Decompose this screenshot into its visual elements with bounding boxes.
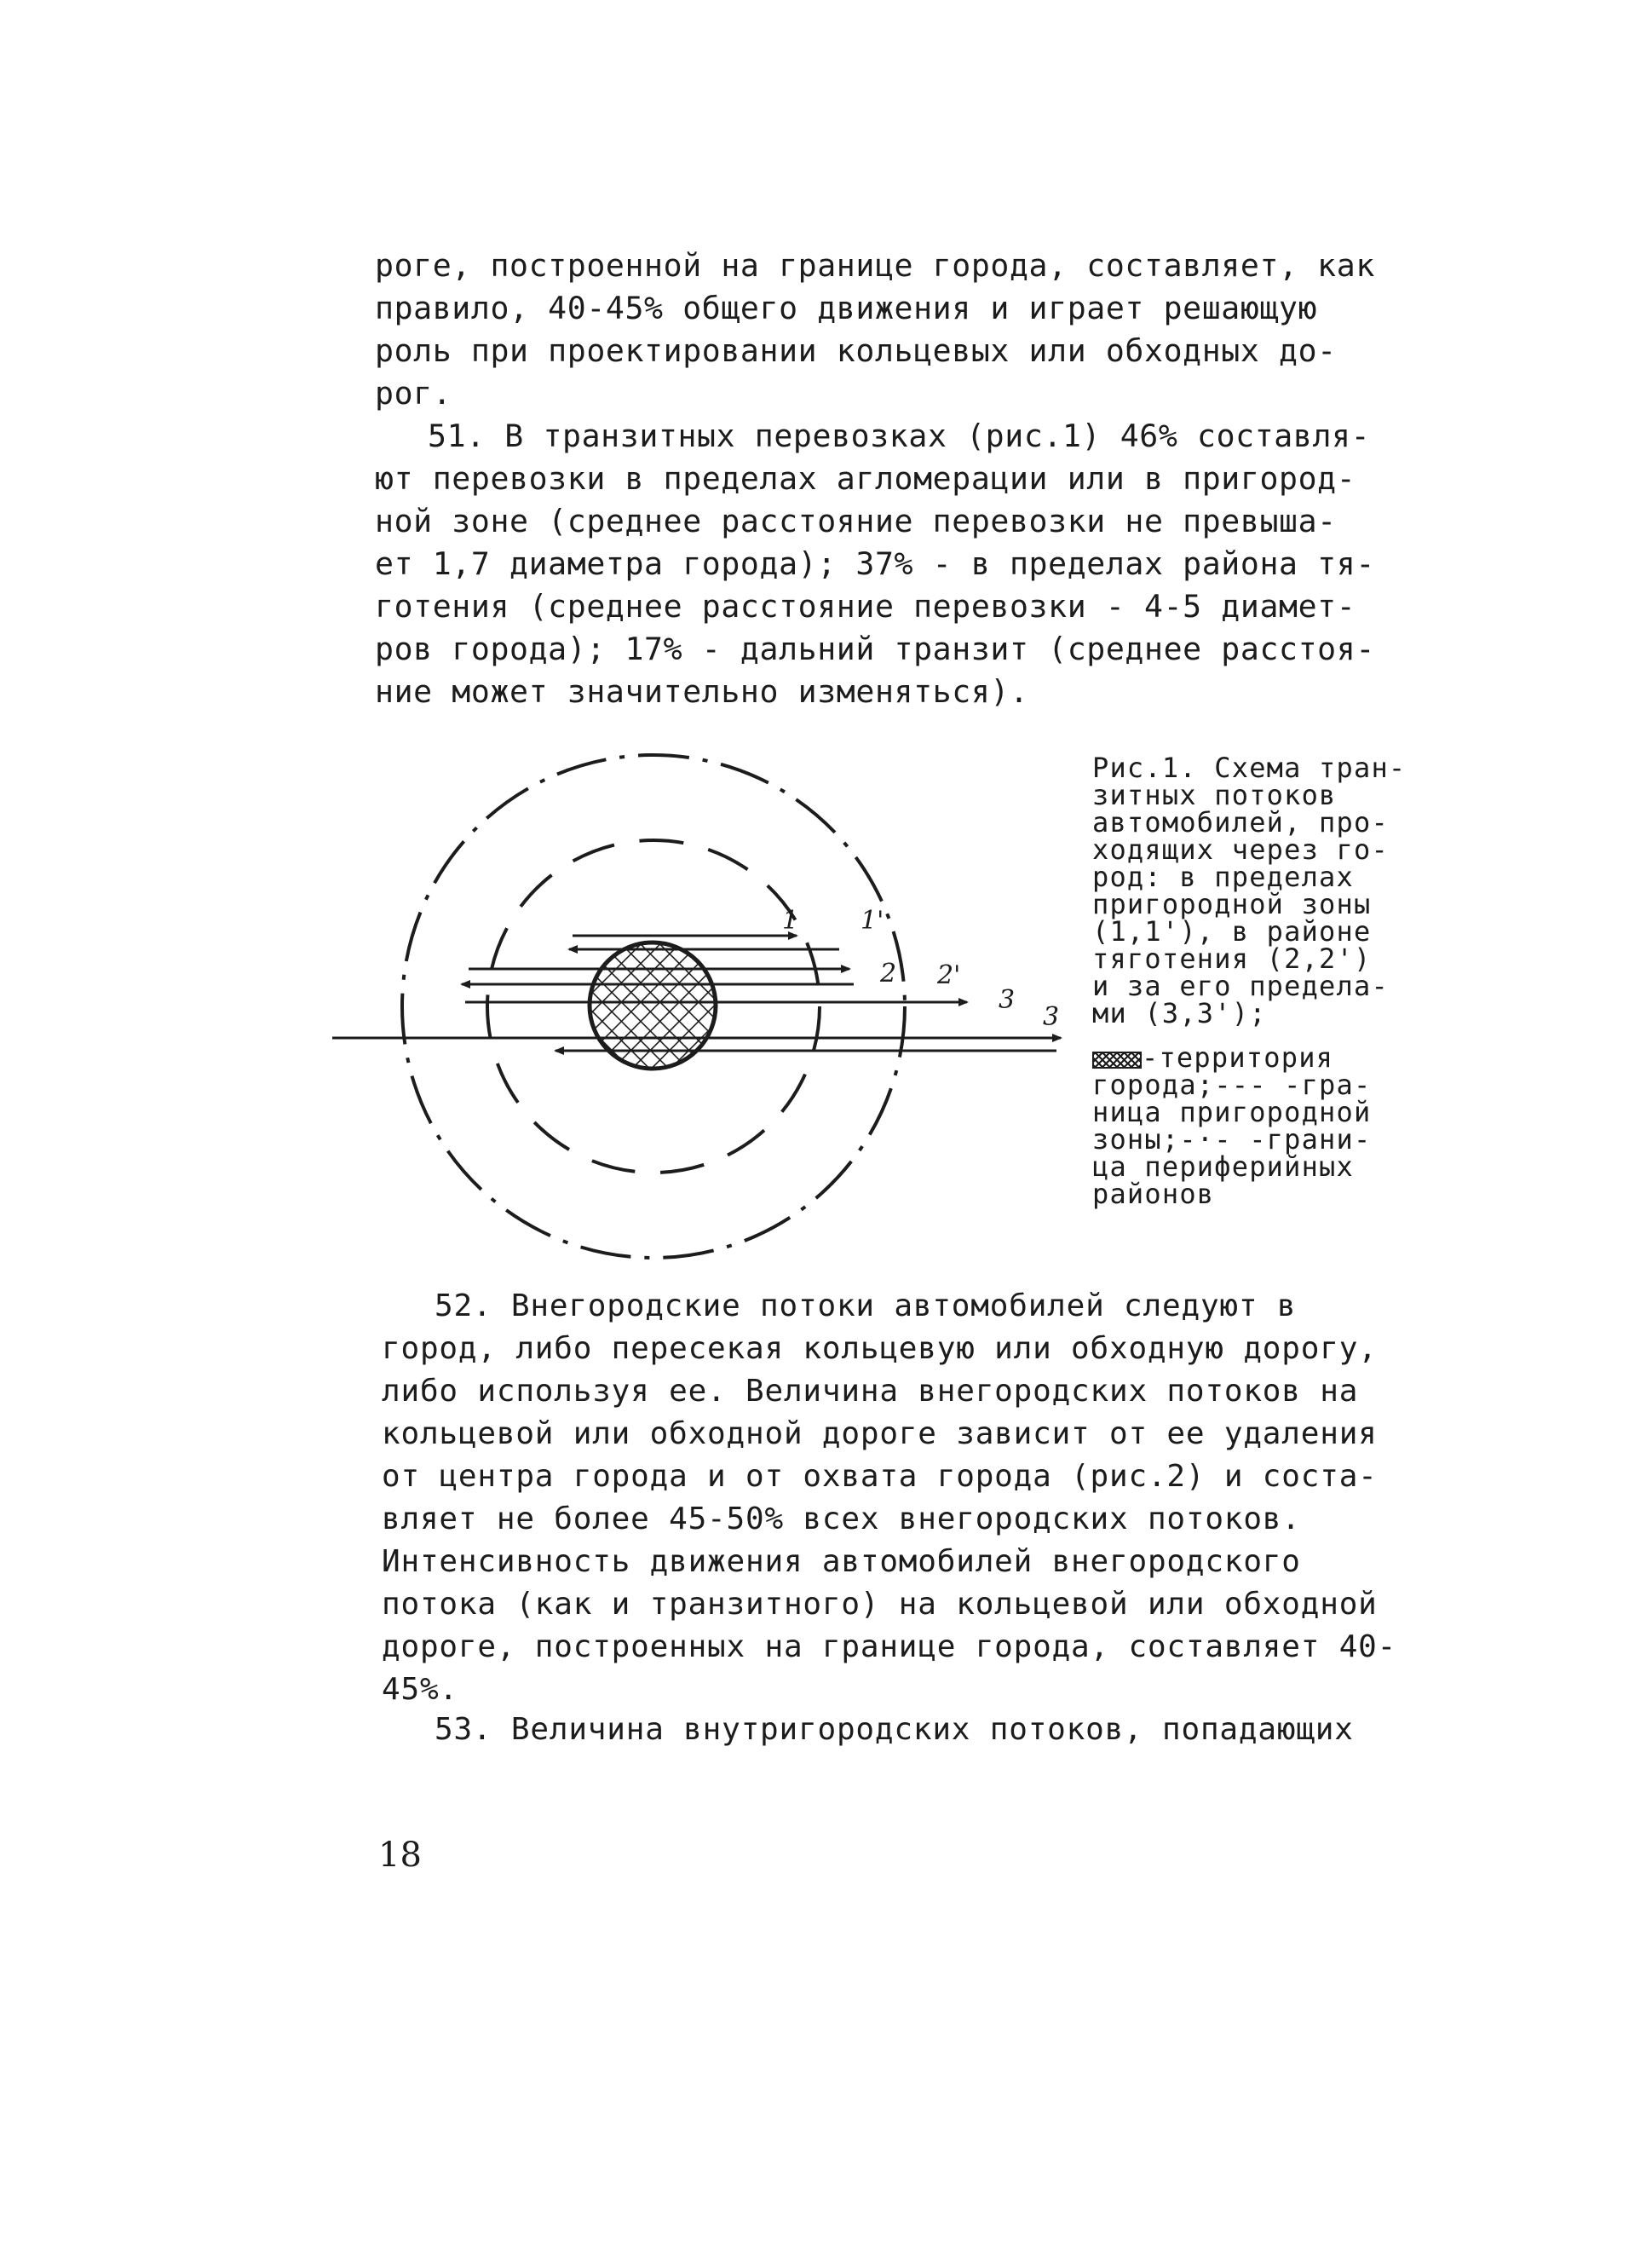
text-line: 53. Величина внутригородских потоков, попадающих: [435, 1712, 1354, 1747]
caption-line: автомобилей, про-: [1092, 806, 1389, 839]
paragraph-52: [382, 1285, 1396, 1711]
paragraph-continuation: [375, 245, 1375, 415]
text-line: ров города); 17% - дальний транзит (среднее расстоя-: [375, 631, 1375, 667]
text-line: город, либо пересекая кольцевую или обходную дорогу,: [382, 1331, 1378, 1366]
text-line: потока (как и транзитного) на кольцевой или обходной: [382, 1587, 1378, 1622]
label-flow-3: 3: [999, 985, 1016, 1015]
legend-text: -территория: [1142, 1041, 1334, 1074]
text-line: ют перевозки в пределах агломерации или в пригород-: [375, 460, 1356, 497]
caption-line: тяготения (2,2'): [1092, 942, 1372, 975]
paragraph-53: [382, 1709, 1354, 1751]
legend-line-territory: [1092, 1041, 1406, 1074]
paragraph-51: [375, 415, 1375, 713]
caption-line: зитных потоков: [1092, 779, 1337, 811]
text-line: ет 1,7 диаметра города); 37% - в пределах района тя-: [375, 545, 1375, 582]
caption-line: и за его предела-: [1092, 970, 1389, 1002]
caption-line: пригородной зоны: [1092, 888, 1372, 920]
text-line: 51. В транзитных перевозках (рис.1) 46% составля-: [428, 418, 1371, 454]
text-line: кольцевой или обходной дороге зависит от ее удаления: [382, 1416, 1378, 1451]
hatch-swatch-icon: [1092, 1052, 1142, 1069]
text-line: роге, построенной на границе города, составляет, как: [375, 247, 1375, 284]
text-line: рог.: [375, 375, 452, 412]
legend-line: города;--- -гра-: [1092, 1069, 1372, 1101]
legend-line: ница пригородной: [1092, 1096, 1372, 1128]
text-line: дороге, построенных на границе города, составляет 40-: [382, 1629, 1397, 1664]
text-line: от центра города и от охвата города (рис.2) и соста-: [382, 1459, 1378, 1494]
figure-caption: [1092, 754, 1406, 1208]
transit-flow-diagram: [332, 731, 1082, 1277]
text-line: либо используя ее. Величина внегородских потоков на: [382, 1374, 1359, 1409]
page-number: 18: [378, 1836, 422, 1875]
label-flow-2-prime: 2': [937, 960, 961, 990]
text-line: Интенсивность движения автомобилей внегородского: [382, 1544, 1301, 1579]
legend-line: районов: [1092, 1178, 1215, 1210]
caption-line: Рис.1. Схема тран-: [1092, 752, 1407, 784]
label-flow-3-prime: 3: [1043, 1002, 1060, 1032]
text-line: правило, 40-45% общего движения и играет решающую: [375, 290, 1318, 326]
legend-line: зоны;-·- -грани-: [1092, 1123, 1372, 1156]
text-line: роль при проектировании кольцевых или обходных до-: [375, 332, 1337, 369]
text-line: ние может значительно изменяться).: [375, 673, 1029, 710]
caption-line: ми (3,3');: [1092, 997, 1267, 1029]
caption-line: (1,1'), в районе: [1092, 915, 1372, 948]
caption-line: ходящих через го-: [1092, 833, 1389, 866]
text-line: 45%.: [382, 1672, 458, 1707]
legend-line: ца периферийных: [1092, 1150, 1354, 1183]
label-flow-2: 2: [880, 959, 897, 989]
label-flow-1-prime: 1': [861, 906, 884, 936]
text-line: 52. Внегородские потоки автомобилей следуют в: [435, 1288, 1297, 1323]
text-line: ной зоне (среднее расстояние перевозки не превыша-: [375, 503, 1337, 539]
text-line: готения (среднее расстояние перевозки - 4-5 диамет-: [375, 588, 1356, 625]
label-flow-1: 1: [782, 906, 799, 936]
text-line: вляет не более 45-50% всех внегородских потоков.: [382, 1502, 1301, 1536]
caption-line: род: в пределах: [1092, 861, 1354, 893]
